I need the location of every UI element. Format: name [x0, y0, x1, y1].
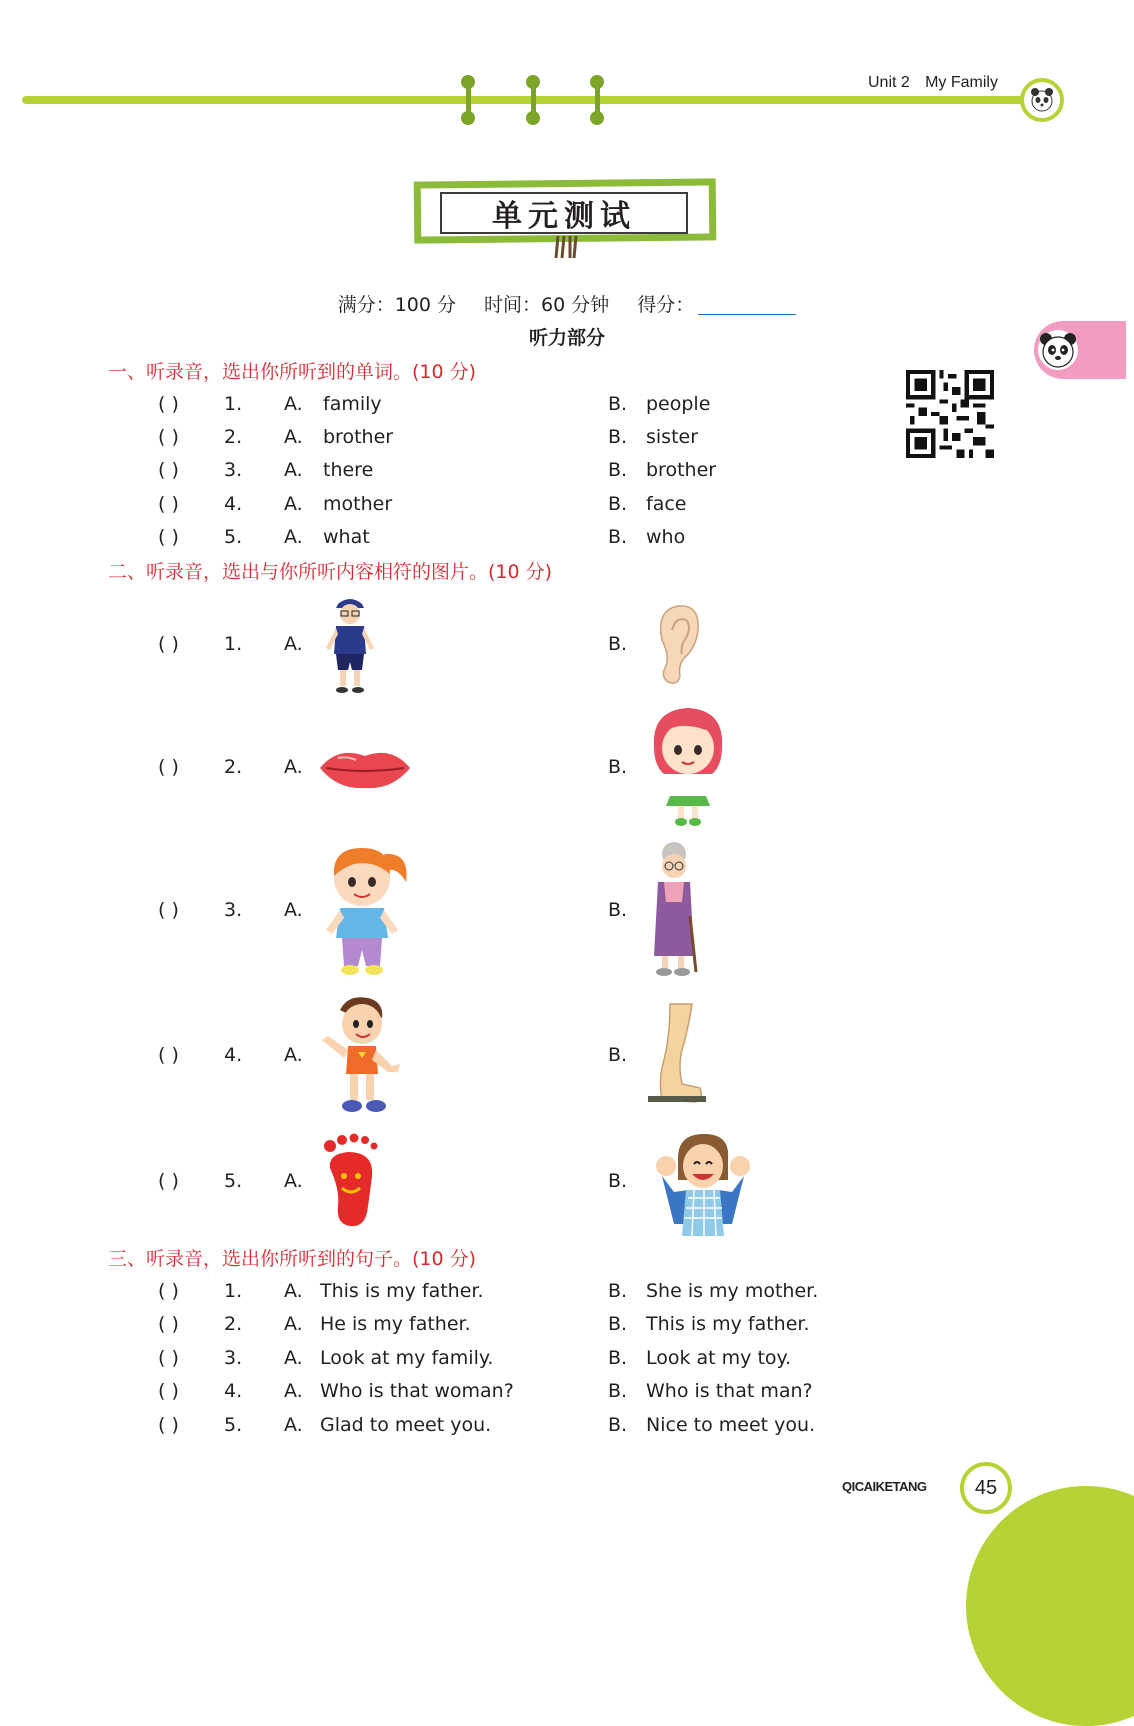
answer-blank[interactable]: ( )	[158, 493, 179, 515]
question-row: ( ) 2. A. He is my father. B. This is my father.	[158, 1309, 878, 1339]
full-marks: 满分：100 分	[337, 294, 457, 316]
score-label: 得分：	[637, 294, 695, 316]
option-b: Nice to meet you.	[646, 1414, 816, 1436]
answer-blank[interactable]: ( )	[158, 526, 179, 548]
option-b: who	[646, 526, 686, 548]
option-b: This is my father.	[646, 1313, 810, 1335]
boy-waving-icon[interactable]	[318, 992, 404, 1118]
boy-in-cap-icon[interactable]	[322, 592, 378, 696]
option-b: people	[646, 393, 711, 415]
option-a: Look at my family.	[320, 1347, 494, 1369]
time-limit: 时间：60 分钟	[484, 294, 610, 316]
section-3-heading: 三、听录音，选出你所听到的句子。(10 分)	[108, 1248, 477, 1270]
answer-blank[interactable]: ( )	[158, 1414, 179, 1436]
option-a: He is my father.	[320, 1313, 471, 1335]
answer-blank[interactable]: ( )	[158, 426, 179, 448]
section-1-heading: 一、听录音，选出你所听到的单词。(10 分)	[108, 361, 477, 383]
score-line	[0, 290, 1134, 317]
option-a: Glad to meet you.	[320, 1414, 492, 1436]
binder-pin-icon	[461, 75, 475, 123]
qr-code-icon[interactable]	[906, 370, 994, 458]
option-b: sister	[646, 426, 699, 448]
option-b: Look at my toy.	[646, 1347, 792, 1369]
option-b: face	[646, 493, 687, 515]
answer-blank[interactable]: ( )	[158, 1313, 179, 1335]
question-row: ( ) 4. A. mother B. face	[158, 489, 878, 519]
question-row: ( ) 4. A. Who is that woman? B. Who is that man?	[158, 1376, 878, 1406]
picture-question-row: ( ) 1. A. B.	[158, 629, 778, 659]
option-a: family	[323, 393, 382, 415]
option-b: brother	[646, 459, 717, 481]
page-number: 45	[960, 1462, 1012, 1514]
answer-blank[interactable]: ( )	[158, 1380, 179, 1402]
panda-badge-icon	[1020, 78, 1064, 122]
option-a: This is my father.	[320, 1280, 484, 1302]
score-input[interactable]	[698, 313, 796, 315]
answer-blank[interactable]: ( )	[158, 633, 179, 655]
option-b: She is my mother.	[646, 1280, 819, 1302]
listening-title: 听力部分	[528, 327, 605, 349]
answer-blank[interactable]: ( )	[158, 899, 179, 921]
page-title: 单元测试	[492, 199, 636, 234]
girl-icon[interactable]	[648, 704, 728, 828]
question-row: ( ) 1. A. family B. people	[158, 389, 878, 419]
panda-icon	[1038, 330, 1078, 370]
ear-icon[interactable]	[648, 600, 704, 688]
girl-ponytail-icon[interactable]	[318, 838, 412, 980]
answer-blank[interactable]: ( )	[158, 459, 179, 481]
title-frame	[440, 192, 688, 234]
option-b: Who is that man?	[646, 1380, 813, 1402]
unit-label: Unit 2 My Family	[868, 74, 998, 91]
mouth-icon[interactable]	[318, 744, 412, 792]
question-row: ( ) 5. A. what B. who	[158, 522, 878, 552]
option-a: what	[323, 526, 370, 548]
option-a: Who is that woman?	[320, 1380, 514, 1402]
answer-blank[interactable]: ( )	[158, 1280, 179, 1302]
answer-blank[interactable]: ( )	[158, 756, 179, 778]
answer-blank[interactable]: ( )	[158, 1044, 179, 1066]
footer-decoration	[966, 1486, 1134, 1726]
leg-icon[interactable]	[648, 1000, 706, 1108]
binder-pin-icon	[590, 75, 604, 123]
question-row: ( ) 5. A. Glad to meet you. B. Nice to meet you.	[158, 1410, 878, 1440]
answer-blank[interactable]: ( )	[158, 1170, 179, 1192]
picture-question-row: ( ) 5. A. B.	[158, 1166, 778, 1196]
option-a: mother	[323, 493, 393, 515]
binder-pin-icon	[526, 75, 540, 123]
picture-question-row: ( ) 3. A. B.	[158, 895, 778, 925]
footer-brand: QICAIKETANG	[842, 1479, 927, 1494]
picture-question-row: ( ) 4. A. B.	[158, 1040, 778, 1070]
option-a: brother	[323, 426, 394, 448]
question-row: ( ) 1. A. This is my father. B. She is my mother.	[158, 1276, 878, 1306]
option-a: there	[323, 459, 374, 481]
grandmother-icon[interactable]	[646, 838, 704, 980]
hanger-icon	[552, 236, 580, 260]
answer-blank[interactable]: ( )	[158, 393, 179, 415]
section-2-heading: 二、听录音，选出与你所听内容相符的图片。(10 分)	[108, 561, 553, 583]
question-row: ( ) 2. A. brother B. sister	[158, 422, 878, 452]
answer-blank[interactable]: ( )	[158, 1347, 179, 1369]
question-row: ( ) 3. A. Look at my family. B. Look at my toy.	[158, 1343, 878, 1373]
foot-icon[interactable]	[318, 1132, 384, 1230]
picture-question-row: ( ) 2. A. B.	[158, 752, 778, 782]
woman-icon[interactable]	[648, 1128, 758, 1236]
question-row: ( ) 3. A. there B. brother	[158, 455, 878, 485]
